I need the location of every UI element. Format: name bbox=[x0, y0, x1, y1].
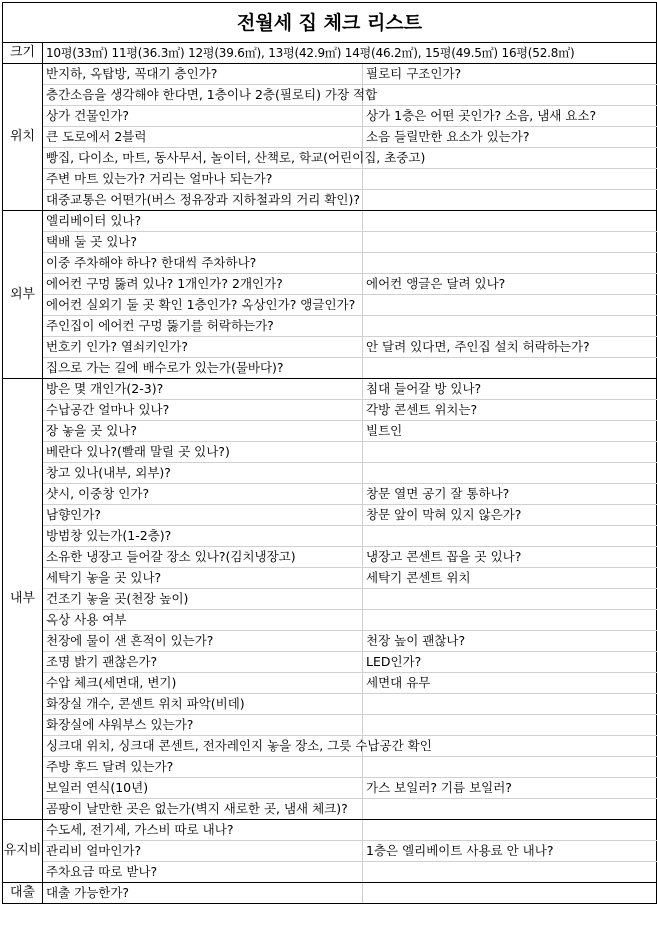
checklist-row bbox=[3, 778, 657, 799]
checklist-item: 샷시, 이중창 인가? bbox=[43, 484, 363, 505]
checklist-item: 대출 가능한가? bbox=[43, 883, 363, 904]
checklist-row bbox=[3, 505, 657, 526]
checklist-item-secondary bbox=[363, 190, 657, 211]
checklist-item-secondary bbox=[363, 211, 657, 232]
checklist-item: 곰팡이 날만한 곳은 없는가(벽지 새로한 곳, 냄새 체크)? bbox=[43, 799, 363, 820]
checklist-item-secondary: 소음 들릴만한 요소가 있는가? bbox=[363, 127, 657, 148]
checklist-item: 수도세, 전기세, 가스비 따로 내나? bbox=[43, 820, 363, 841]
checklist-item: 세탁기 놓을 곳 있나? bbox=[43, 568, 363, 589]
checklist-row bbox=[3, 190, 657, 211]
checklist-item: 반지하, 옥탑방, 꼭대기 층인가? bbox=[43, 64, 363, 85]
checklist-row bbox=[3, 64, 657, 85]
checklist-item: 소유한 냉장고 들어갈 장소 있나?(김치냉장고) bbox=[43, 547, 363, 568]
checklist-row bbox=[3, 274, 657, 295]
checklist-item-secondary: 냉장고 콘센트 꼽을 곳 있나? bbox=[363, 547, 657, 568]
checklist-item-secondary: 침대 들어갈 방 있나? bbox=[363, 379, 657, 400]
checklist-row bbox=[3, 295, 657, 316]
checklist-row bbox=[3, 253, 657, 274]
category-label: 외부 bbox=[3, 211, 43, 379]
checklist-row bbox=[3, 400, 657, 421]
checklist-item: 이중 주차해야 하나? 한대씩 주차하나? bbox=[43, 253, 363, 274]
checklist-row bbox=[3, 757, 657, 778]
checklist-item-secondary bbox=[363, 883, 657, 904]
checklist-item: 방범창 있는가(1-2층)? bbox=[43, 526, 363, 547]
checklist-item: 건조기 놓을 곳(천장 높이) bbox=[43, 589, 363, 610]
checklist-item-secondary bbox=[363, 253, 657, 274]
checklist-item-secondary bbox=[363, 526, 657, 547]
checklist-item-secondary: LED인가? bbox=[363, 652, 657, 673]
checklist-row bbox=[3, 232, 657, 253]
checklist-item-secondary bbox=[363, 610, 657, 631]
checklist-row bbox=[3, 820, 657, 841]
checklist-item: 싱크대 위치, 싱크대 콘센트, 전자레인지 놓을 장소, 그릇 수납공간 확인 bbox=[43, 736, 363, 757]
checklist-row bbox=[3, 610, 657, 631]
checklist-row bbox=[3, 421, 657, 442]
checklist-row bbox=[3, 652, 657, 673]
category-label: 위치 bbox=[3, 64, 43, 211]
checklist-item: 층간소음을 생각해야 한다면, 1층이나 2층(필로티) 가장 적합 bbox=[43, 85, 363, 106]
checklist-row bbox=[3, 211, 657, 232]
checklist-item-secondary: 각방 콘센트 위치는? bbox=[363, 400, 657, 421]
checklist-item-secondary: 1층은 엘리베이트 사용료 안 내나? bbox=[363, 841, 657, 862]
checklist-item-secondary: 창문 앞이 막혀 있지 않은가? bbox=[363, 505, 657, 526]
checklist-row bbox=[3, 589, 657, 610]
category-label: 대출 bbox=[3, 883, 43, 904]
checklist-item-secondary bbox=[363, 85, 657, 106]
sheet-title: 전월세 집 체크 리스트 bbox=[3, 3, 657, 43]
checklist-row bbox=[3, 148, 657, 169]
checklist-row bbox=[3, 715, 657, 736]
size-row bbox=[3, 43, 657, 64]
checklist-item: 장 놓을 곳 있나? bbox=[43, 421, 363, 442]
checklist-item-secondary bbox=[363, 442, 657, 463]
title-row bbox=[3, 3, 657, 43]
checklist-item-secondary bbox=[363, 799, 657, 820]
checklist-row bbox=[3, 547, 657, 568]
checklist-item-secondary bbox=[363, 694, 657, 715]
checklist-item: 옥상 사용 여부 bbox=[43, 610, 363, 631]
checklist-item: 번호키 인가? 열쇠키인가? bbox=[43, 337, 363, 358]
checklist-row bbox=[3, 442, 657, 463]
checklist-item-secondary bbox=[363, 757, 657, 778]
checklist-item-secondary bbox=[363, 862, 657, 883]
checklist-item: 주방 후드 달려 있는가? bbox=[43, 757, 363, 778]
checklist-item: 상가 건물인가? bbox=[43, 106, 363, 127]
checklist-row bbox=[3, 841, 657, 862]
checklist-item: 주인집이 에어컨 구멍 뚫기를 허락하는가? bbox=[43, 316, 363, 337]
checklist-row bbox=[3, 631, 657, 652]
checklist-item: 대중교통은 어떤가(버스 정유장과 지하철과의 거리 확인)? bbox=[43, 190, 363, 211]
checklist-item: 빵집, 다이소, 마트, 동사무서, 놀이터, 산책로, 학교(어린이집, 초중고) bbox=[43, 148, 363, 169]
checklist-item-secondary bbox=[363, 820, 657, 841]
checklist-item-secondary: 천장 높이 괜찮나? bbox=[363, 631, 657, 652]
checklist-item-secondary: 세면대 유무 bbox=[363, 673, 657, 694]
checklist-item-secondary bbox=[363, 169, 657, 190]
checklist-item: 택배 둘 곳 있나? bbox=[43, 232, 363, 253]
checklist-item: 에어컨 구멍 뚫려 있나? 1개인가? 2개인가? bbox=[43, 274, 363, 295]
checklist-item: 화장실 개수, 콘센트 위치 파악(비데) bbox=[43, 694, 363, 715]
checklist-item: 주변 마트 있는가? 거리는 얼마나 되는가? bbox=[43, 169, 363, 190]
checklist-item-secondary bbox=[363, 589, 657, 610]
checklist-item: 방은 몇 개인가(2-3)? bbox=[43, 379, 363, 400]
category-label: 내부 bbox=[3, 379, 43, 820]
checklist-item: 엘리베이터 있나? bbox=[43, 211, 363, 232]
checklist-row bbox=[3, 883, 657, 904]
checklist-row bbox=[3, 379, 657, 400]
checklist-table bbox=[2, 2, 657, 904]
size-label: 크기 bbox=[3, 43, 43, 64]
checklist-row bbox=[3, 463, 657, 484]
checklist-item-secondary: 가스 보일러? 기름 보일러? bbox=[363, 778, 657, 799]
checklist-row bbox=[3, 358, 657, 379]
checklist-item-secondary: 세탁기 콘센트 위치 bbox=[363, 568, 657, 589]
checklist-row bbox=[3, 484, 657, 505]
checklist-item-secondary bbox=[363, 715, 657, 736]
checklist-item: 창고 있나(내부, 외부)? bbox=[43, 463, 363, 484]
checklist-item: 에어컨 실외기 둘 곳 확인 1층인가? 옥상인가? 앵글인가? bbox=[43, 295, 363, 316]
checklist-row bbox=[3, 862, 657, 883]
checklist-item: 주차요금 따로 받나? bbox=[43, 862, 363, 883]
checklist-item-secondary: 필로티 구조인가? bbox=[363, 64, 657, 85]
checklist-item: 베란다 있나?(빨래 말릴 곳 있나?) bbox=[43, 442, 363, 463]
category-label: 유지비 bbox=[3, 820, 43, 883]
checklist-item-secondary: 상가 1층은 어떤 곳인가? 소음, 냄새 요소? bbox=[363, 106, 657, 127]
size-options: 10평(33㎡) 11평(36.3㎡) 12평(39.6㎡), 13평(42.9㎡) 14평(46.2㎡), 15평(49.5㎡) 16평(52.8㎡) bbox=[43, 43, 657, 64]
checklist-row bbox=[3, 799, 657, 820]
checklist-row bbox=[3, 127, 657, 148]
checklist-item: 수납공간 얼마나 있나? bbox=[43, 400, 363, 421]
checklist-item: 천장에 물이 샌 흔적이 있는가? bbox=[43, 631, 363, 652]
checklist-item: 관리비 얼마인가? bbox=[43, 841, 363, 862]
checklist-row bbox=[3, 673, 657, 694]
checklist-item: 화장실에 샤워부스 있는가? bbox=[43, 715, 363, 736]
checklist-item-secondary bbox=[363, 358, 657, 379]
checklist-item-secondary: 창문 열면 공기 잘 통하나? bbox=[363, 484, 657, 505]
checklist-row bbox=[3, 736, 657, 757]
checklist-row bbox=[3, 316, 657, 337]
checklist-row bbox=[3, 85, 657, 106]
checklist-item-secondary bbox=[363, 316, 657, 337]
checklist-item: 남향인가? bbox=[43, 505, 363, 526]
checklist-row bbox=[3, 169, 657, 190]
checklist-row bbox=[3, 568, 657, 589]
checklist-item-secondary: 빌트인 bbox=[363, 421, 657, 442]
checklist-item-secondary: 안 달려 있다면, 주인집 설치 허락하는가? bbox=[363, 337, 657, 358]
checklist-item: 조명 밝기 괜찮은가? bbox=[43, 652, 363, 673]
checklist-row bbox=[3, 337, 657, 358]
checklist-row bbox=[3, 694, 657, 715]
checklist-item-secondary: 에어컨 앵글은 달려 있나? bbox=[363, 274, 657, 295]
checklist-item-secondary bbox=[363, 463, 657, 484]
checklist-item: 보일러 연식(10년) bbox=[43, 778, 363, 799]
checklist-item: 집으로 가는 길에 배수로가 있는가(물바다)? bbox=[43, 358, 363, 379]
checklist-row bbox=[3, 526, 657, 547]
checklist-item-secondary bbox=[363, 232, 657, 253]
checklist-row bbox=[3, 106, 657, 127]
checklist-item: 수압 체크(세면대, 변기) bbox=[43, 673, 363, 694]
checklist-item-secondary bbox=[363, 295, 657, 316]
checklist-item: 큰 도로에서 2블럭 bbox=[43, 127, 363, 148]
